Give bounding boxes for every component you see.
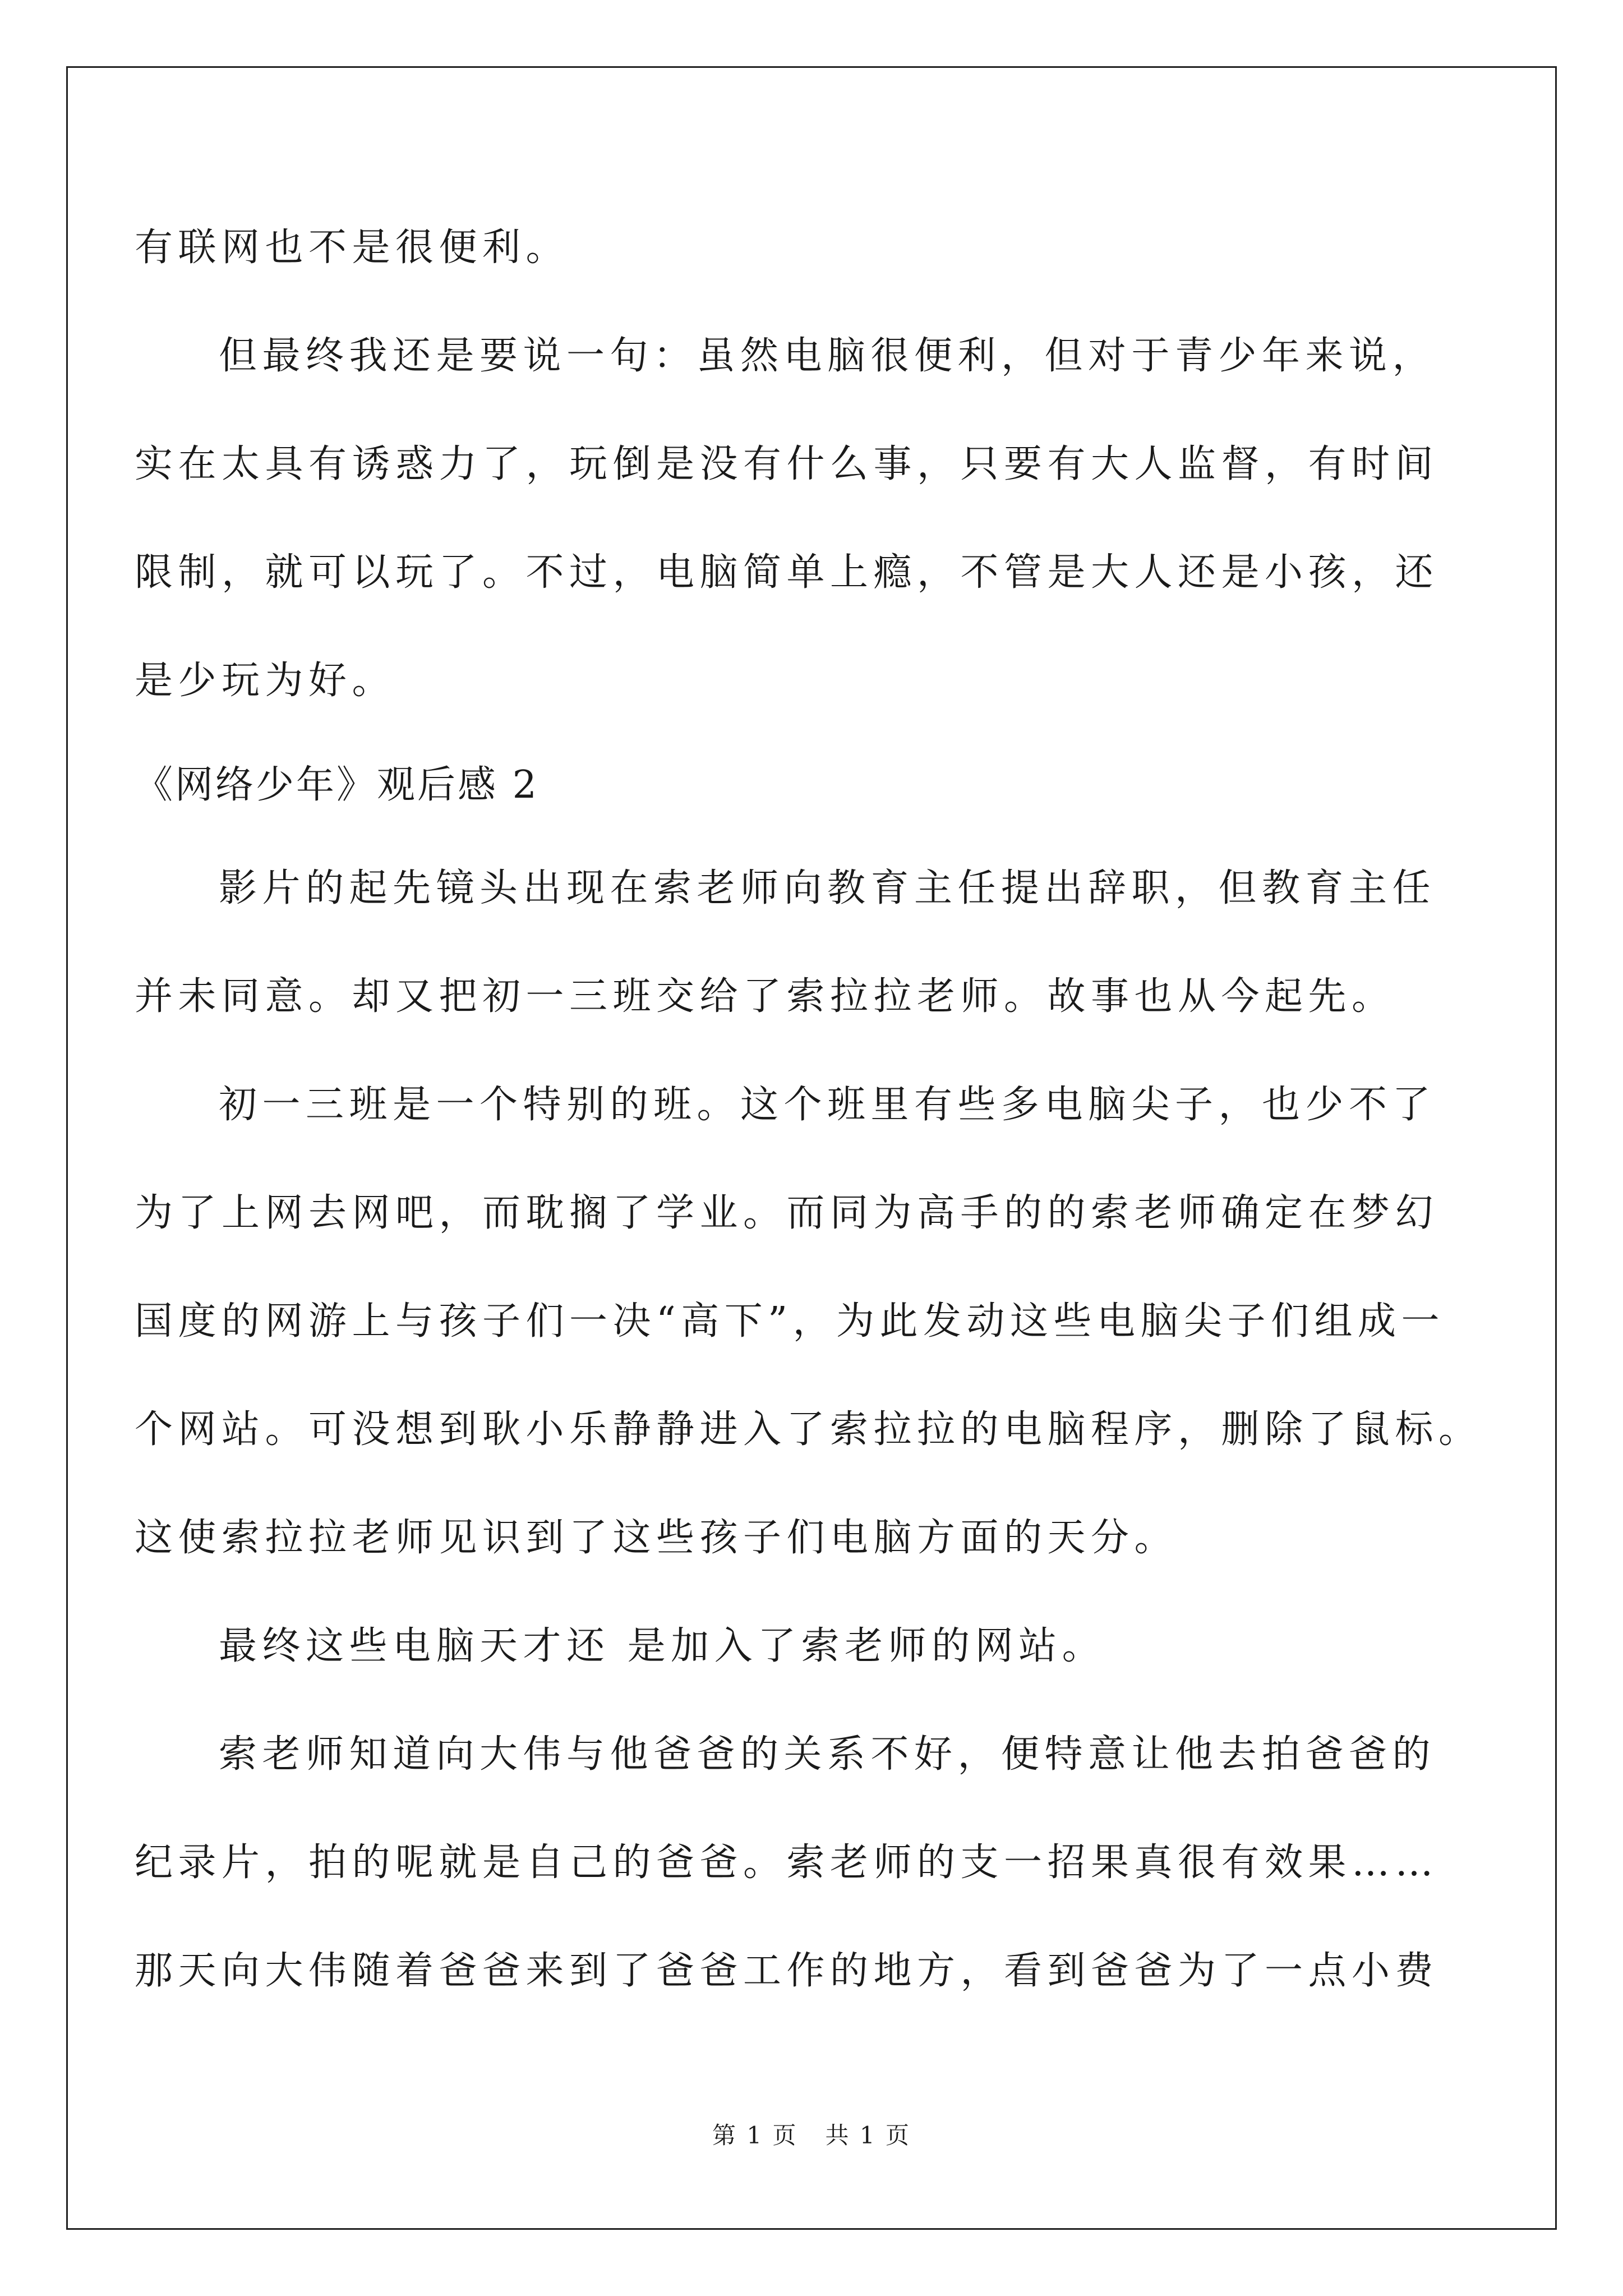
- paragraph-line: 为了上网去网吧，而耽搁了学业。而同为高手的的索老师确定在梦幻: [135, 1191, 1439, 1235]
- paragraph-line: 索老师知道向大伟与他爸爸的关系不好，便特意让他去拍爸爸的: [219, 1732, 1436, 1777]
- paragraph-line: 初一三班是一个特别的班。这个班里有些多电脑尖子，也少不了: [219, 1083, 1436, 1127]
- page-border: [66, 66, 1557, 2230]
- paragraph-line: 有联网也不是很便利。: [135, 226, 570, 270]
- paragraph-line: 这使索拉拉老师见识到了这些孩子们电脑方面的天分。: [135, 1516, 1178, 1560]
- paragraph-line: 是少玩为好。: [135, 659, 396, 703]
- paragraph-line: 那天向大伟随着爸爸来到了爸爸工作的地方，看到爸爸为了一点小费: [135, 1949, 1439, 1993]
- paragraph-line: 限制，就可以玩了。不过，电脑简单上瘾，不管是大人还是小孩，还: [135, 550, 1439, 595]
- section-heading: 《网络少年》观后感 2: [135, 763, 539, 807]
- page-footer: [0, 2124, 1623, 2147]
- paragraph-line: 纪录片，拍的呢就是自己的爸爸。索老师的支一招果真很有效果……: [135, 1841, 1439, 1885]
- paragraph-line: 国度的网游上与孩子们一决“高下”，为此发动这些电脑尖子们组成一: [135, 1299, 1445, 1343]
- paragraph-line: 并未同意。却又把初一三班交给了索拉拉老师。故事也从今起先。: [135, 974, 1395, 1019]
- paragraph-line: 个网站。可没想到耿小乐静静进入了索拉拉的电脑程序，删除了鼠标。: [135, 1407, 1482, 1452]
- paragraph-line: 但最终我还是要说一句：虽然电脑很便利，但对于青少年来说，: [219, 334, 1436, 378]
- paragraph-line: 影片的起先镜头出现在索老师向教育主任提出辞职，但教育主任: [219, 866, 1436, 910]
- paragraph-line: 实在太具有诱惑力了，玩倒是没有什么事，只要有大人监督，有时间: [135, 442, 1439, 486]
- paragraph-line: 最终这些电脑天才还 是加入了索老师的网站。: [219, 1624, 1106, 1668]
- page-number: 第 1 页 共 1 页: [712, 2122, 911, 2149]
